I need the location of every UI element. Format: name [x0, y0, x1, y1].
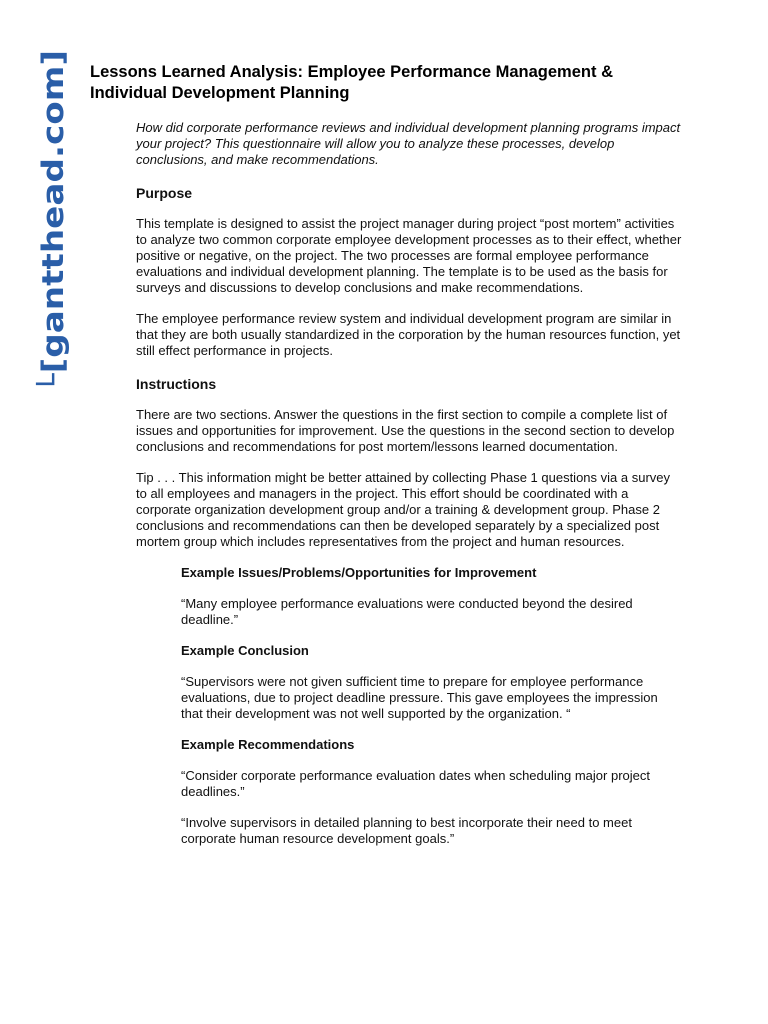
- example-issues-text: “Many employee performance evaluations were conducted beyond the desired deadline.”: [181, 596, 633, 627]
- instructions-heading: Instructions: [136, 376, 217, 392]
- document-body: [136, 120, 684, 847]
- purpose-paragraph-1: This template is designed to assist the project manager during project “post mortem” activities to analyze two common corporate employee development processes as to their effect, whether positive or negative, on the project. The two processes are formal employee performance evaluations and individual development planning. The template is to be used as the basis for surveys and discussions to develop conclusions and make recommendations.: [136, 216, 682, 295]
- intro-paragraph: How did corporate performance reviews and individual development planning programs impact your project? This questionnaire will allow you to analyze these processes, develop conclusions, and make recommendations.: [136, 120, 681, 167]
- instructions-paragraph-1: There are two sections. Answer the questions in the first section to compile a complete list of issues and opportunities for improvement. Use the questions in the second section to develop conclusions and recommendations for post mortem/lessons learned documentation.: [136, 407, 675, 454]
- purpose-paragraph-2: The employee performance review system and individual development program are similar in that they are both usually standardized in the corporation by the human resources function, yet still effect performance in projects.: [136, 311, 681, 358]
- example-recommendations-heading: Example Recommendations: [181, 737, 355, 752]
- document-content: [90, 62, 690, 847]
- gantthead-logo: [36, 48, 70, 394]
- example-conclusion-heading: Example Conclusion: [181, 643, 309, 658]
- purpose-heading: Purpose: [136, 185, 193, 201]
- document-title: Lessons Learned Analysis: Employee Performance Management & Individual Development Planning: [90, 63, 613, 102]
- examples-section: [181, 565, 681, 847]
- instructions-paragraph-2: Tip . . . This information might be better attained by collecting Phase 1 questions via a survey to all employees and managers in the project. This effort should be coordinated with a corporate organization development group and/or a training & development group. Phase 2 conclusions and recommendations can then be developed separately by a specialized post mortem group which includes representatives from the project and human resources.: [136, 470, 671, 549]
- example-conclusion-text: “Supervisors were not given sufficient time to prepare for employee performance evaluations, due to project deadline pressure. This gave employees the impression that their development was not well supported by the organization. “: [181, 674, 658, 721]
- example-recommendation-2: “Involve supervisors in detailed planning to best incorporate their need to meet corporate human resource development goals.”: [181, 815, 632, 846]
- example-recommendation-1: “Consider corporate performance evaluation dates when scheduling major project deadlines.”: [181, 768, 650, 799]
- example-issues-heading: Example Issues/Problems/Opportunities for Improvement: [181, 565, 537, 580]
- gantthead-logo-text: └[gantthead.com]: [36, 102, 70, 394]
